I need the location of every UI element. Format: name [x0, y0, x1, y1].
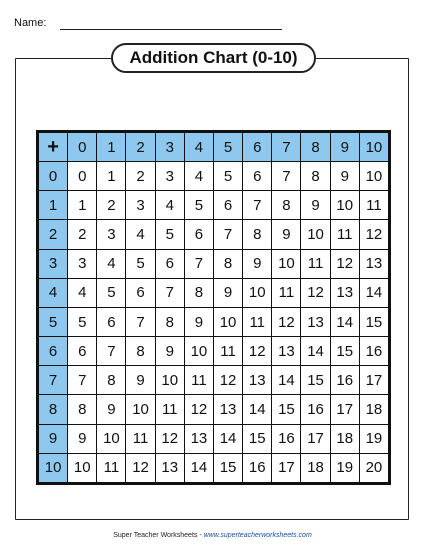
sum-cell: 4: [126, 220, 154, 248]
sum-cell: 16: [331, 366, 359, 394]
sum-cell: 13: [301, 308, 329, 336]
name-line[interactable]: [60, 29, 282, 30]
sum-cell: 11: [331, 220, 359, 248]
sum-cell: 8: [185, 279, 213, 307]
sum-cell: 8: [243, 220, 271, 248]
sum-cell: 9: [272, 220, 300, 248]
sum-cell: 8: [156, 308, 184, 336]
sum-cell: 8: [126, 337, 154, 365]
sum-cell: 13: [185, 425, 213, 453]
sum-cell: 16: [272, 425, 300, 453]
sum-cell: 12: [126, 454, 154, 482]
sum-cell: 10: [156, 366, 184, 394]
name-field: [14, 17, 274, 33]
row-header: 10: [39, 454, 67, 482]
sum-cell: 9: [156, 337, 184, 365]
column-header: 8: [301, 133, 329, 161]
sum-cell: 8: [272, 191, 300, 219]
sum-cell: 6: [97, 308, 125, 336]
sum-cell: 6: [156, 250, 184, 278]
sum-cell: 3: [156, 162, 184, 190]
sum-cell: 6: [243, 162, 271, 190]
sum-cell: 6: [185, 220, 213, 248]
sum-cell: 10: [185, 337, 213, 365]
sum-cell: 10: [272, 250, 300, 278]
sum-cell: 15: [331, 337, 359, 365]
column-header: 2: [126, 133, 154, 161]
sum-cell: 14: [214, 425, 242, 453]
sum-cell: 7: [243, 191, 271, 219]
sum-cell: 17: [360, 366, 388, 394]
sum-cell: 9: [185, 308, 213, 336]
sum-cell: 18: [360, 395, 388, 423]
column-header: 5: [214, 133, 242, 161]
sum-cell: 5: [214, 162, 242, 190]
sum-cell: 5: [126, 250, 154, 278]
column-header: 4: [185, 133, 213, 161]
sum-cell: 14: [243, 395, 271, 423]
footer-credit: Super Teacher Worksheets -: [113, 532, 204, 539]
sum-cell: 10: [331, 191, 359, 219]
sum-cell: 15: [243, 425, 271, 453]
sum-cell: 17: [331, 395, 359, 423]
sum-cell: 4: [97, 250, 125, 278]
sum-cell: 14: [360, 279, 388, 307]
sum-cell: 16: [301, 395, 329, 423]
sum-cell: 14: [272, 366, 300, 394]
sum-cell: 7: [97, 337, 125, 365]
sum-cell: 19: [360, 425, 388, 453]
footer: [0, 531, 425, 540]
sum-cell: 12: [214, 366, 242, 394]
sum-cell: 9: [214, 279, 242, 307]
sum-cell: 9: [97, 395, 125, 423]
sum-cell: 15: [214, 454, 242, 482]
sum-cell: 8: [301, 162, 329, 190]
sum-cell: 4: [185, 162, 213, 190]
row-header: 0: [39, 162, 67, 190]
sum-cell: 13: [360, 250, 388, 278]
row-header: 6: [39, 337, 67, 365]
column-header: 6: [243, 133, 271, 161]
sum-cell: 7: [126, 308, 154, 336]
sum-cell: 11: [185, 366, 213, 394]
row-header: 5: [39, 308, 67, 336]
sum-cell: 13: [243, 366, 271, 394]
sum-cell: 7: [68, 366, 96, 394]
sum-cell: 5: [156, 220, 184, 248]
sum-cell: 13: [214, 395, 242, 423]
sum-cell: 15: [301, 366, 329, 394]
sum-cell: 11: [214, 337, 242, 365]
row-header: 9: [39, 425, 67, 453]
sum-cell: 4: [68, 279, 96, 307]
sum-cell: 13: [331, 279, 359, 307]
name-label: Name:: [14, 17, 47, 29]
sum-cell: 10: [97, 425, 125, 453]
sum-cell: 10: [360, 162, 388, 190]
sum-cell: 20: [360, 454, 388, 482]
sum-cell: 14: [185, 454, 213, 482]
column-header: 1: [97, 133, 125, 161]
sum-cell: 12: [272, 308, 300, 336]
sum-cell: 12: [156, 425, 184, 453]
sum-cell: 5: [97, 279, 125, 307]
sum-cell: 9: [243, 250, 271, 278]
sum-cell: 10: [214, 308, 242, 336]
sum-cell: 1: [97, 162, 125, 190]
column-header: 7: [272, 133, 300, 161]
sum-cell: 11: [272, 279, 300, 307]
sum-cell: 12: [360, 220, 388, 248]
sum-cell: 8: [214, 250, 242, 278]
sum-cell: 8: [97, 366, 125, 394]
sum-cell: 7: [185, 250, 213, 278]
column-header: 0: [68, 133, 96, 161]
sum-cell: 3: [126, 191, 154, 219]
sum-cell: 16: [360, 337, 388, 365]
sum-cell: 1: [68, 191, 96, 219]
sum-cell: 11: [360, 191, 388, 219]
sum-cell: 12: [301, 279, 329, 307]
plus-sign-cell: +: [39, 133, 67, 161]
sum-cell: 7: [272, 162, 300, 190]
sum-cell: 18: [331, 425, 359, 453]
sum-cell: 9: [126, 366, 154, 394]
column-header: 3: [156, 133, 184, 161]
sum-cell: 3: [68, 250, 96, 278]
sum-cell: 2: [97, 191, 125, 219]
sum-cell: 15: [360, 308, 388, 336]
sum-cell: 2: [126, 162, 154, 190]
sum-cell: 5: [185, 191, 213, 219]
sum-cell: 11: [156, 395, 184, 423]
sum-cell: 5: [68, 308, 96, 336]
sum-cell: 7: [214, 220, 242, 248]
sum-cell: 11: [126, 425, 154, 453]
page-title: Addition Chart (0-10): [111, 43, 316, 73]
row-header: 1: [39, 191, 67, 219]
column-header: 10: [360, 133, 388, 161]
sum-cell: 12: [185, 395, 213, 423]
sum-cell: 14: [301, 337, 329, 365]
sum-cell: 6: [126, 279, 154, 307]
sum-cell: 2: [68, 220, 96, 248]
sum-cell: 10: [68, 454, 96, 482]
sum-cell: 17: [272, 454, 300, 482]
sum-cell: 11: [243, 308, 271, 336]
sum-cell: 3: [97, 220, 125, 248]
row-header: 2: [39, 220, 67, 248]
sum-cell: 14: [331, 308, 359, 336]
sum-cell: 6: [68, 337, 96, 365]
footer-link[interactable]: www.superteacherworksheets.com: [203, 532, 312, 539]
sum-cell: 9: [301, 191, 329, 219]
sum-cell: 17: [301, 425, 329, 453]
sum-cell: 12: [243, 337, 271, 365]
sum-cell: 10: [301, 220, 329, 248]
sum-cell: 4: [156, 191, 184, 219]
sum-cell: 16: [243, 454, 271, 482]
sum-cell: 11: [301, 250, 329, 278]
sum-cell: 6: [214, 191, 242, 219]
sum-cell: 10: [243, 279, 271, 307]
row-header: 7: [39, 366, 67, 394]
column-header: 9: [331, 133, 359, 161]
sum-cell: 13: [156, 454, 184, 482]
sum-cell: 7: [156, 279, 184, 307]
row-header: 4: [39, 279, 67, 307]
row-header: 3: [39, 250, 67, 278]
sum-cell: 13: [272, 337, 300, 365]
sum-cell: 12: [331, 250, 359, 278]
sum-cell: 10: [126, 395, 154, 423]
sum-cell: 9: [331, 162, 359, 190]
sum-cell: 19: [331, 454, 359, 482]
addition-table: [36, 130, 391, 485]
sum-cell: 0: [68, 162, 96, 190]
sum-cell: 8: [68, 395, 96, 423]
sum-cell: 15: [272, 395, 300, 423]
row-header: 8: [39, 395, 67, 423]
sum-cell: 18: [301, 454, 329, 482]
sum-cell: 9: [68, 425, 96, 453]
sum-cell: 11: [97, 454, 125, 482]
